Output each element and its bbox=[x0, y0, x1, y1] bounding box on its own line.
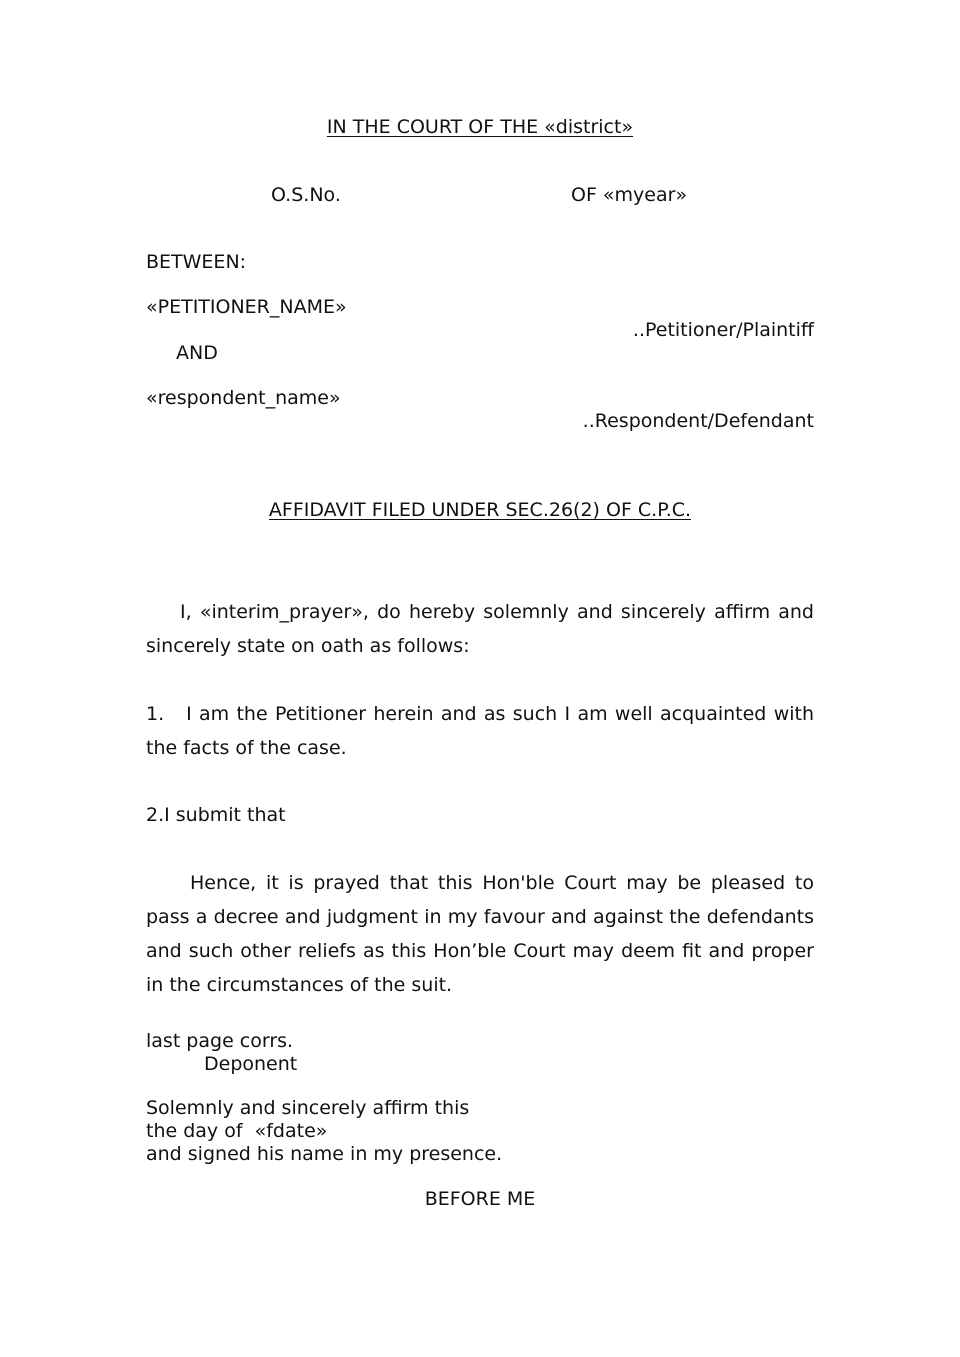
respondent-role: ..Respondent/Defendant bbox=[582, 410, 814, 432]
last-page-note: last page corrs. bbox=[146, 1030, 294, 1052]
respondent-name: «respondent_name» bbox=[146, 387, 341, 409]
affirm-line-3: and signed his name in my presence. bbox=[146, 1143, 503, 1165]
petitioner-role: ..Petitioner/Plaintiff bbox=[632, 319, 814, 341]
petitioner-name: «PETITIONER_NAME» bbox=[146, 296, 347, 318]
between-label: BETWEEN: bbox=[146, 251, 247, 273]
court-heading: IN THE COURT OF THE «district» bbox=[326, 116, 634, 138]
case-year: OF «myear» bbox=[571, 184, 688, 206]
intro-paragraph: I, «interim_prayer», do hereby solemnly and sincerely affirm and sincerely state on oath as follows: bbox=[146, 601, 814, 657]
affidavit-title: AFFIDAVIT FILED UNDER SEC.26(2) OF C.P.C. bbox=[268, 499, 692, 521]
and-label: AND bbox=[176, 342, 218, 364]
affirm-line-2: the day of «fdate» bbox=[146, 1120, 328, 1142]
prayer-paragraph: Hence, it is prayed that this Hon'ble Court may be pleased to pass a decree and judgment in my favour and against the defendants and such other reliefs as this Hon’ble Court may deem fit and proper in the circumstances of the suit. bbox=[146, 872, 814, 996]
case-number-label: O.S.No. bbox=[271, 184, 341, 206]
deponent-label: Deponent bbox=[204, 1053, 298, 1075]
numbered-item-1: 1. I am the Petitioner herein and as such I am well acquainted with the facts of the case. bbox=[146, 703, 821, 759]
before-me-label: BEFORE ME bbox=[424, 1188, 536, 1210]
affirm-line-1: Solemnly and sincerely affirm this bbox=[146, 1097, 470, 1119]
numbered-item-2: 2.I submit that bbox=[146, 804, 286, 826]
